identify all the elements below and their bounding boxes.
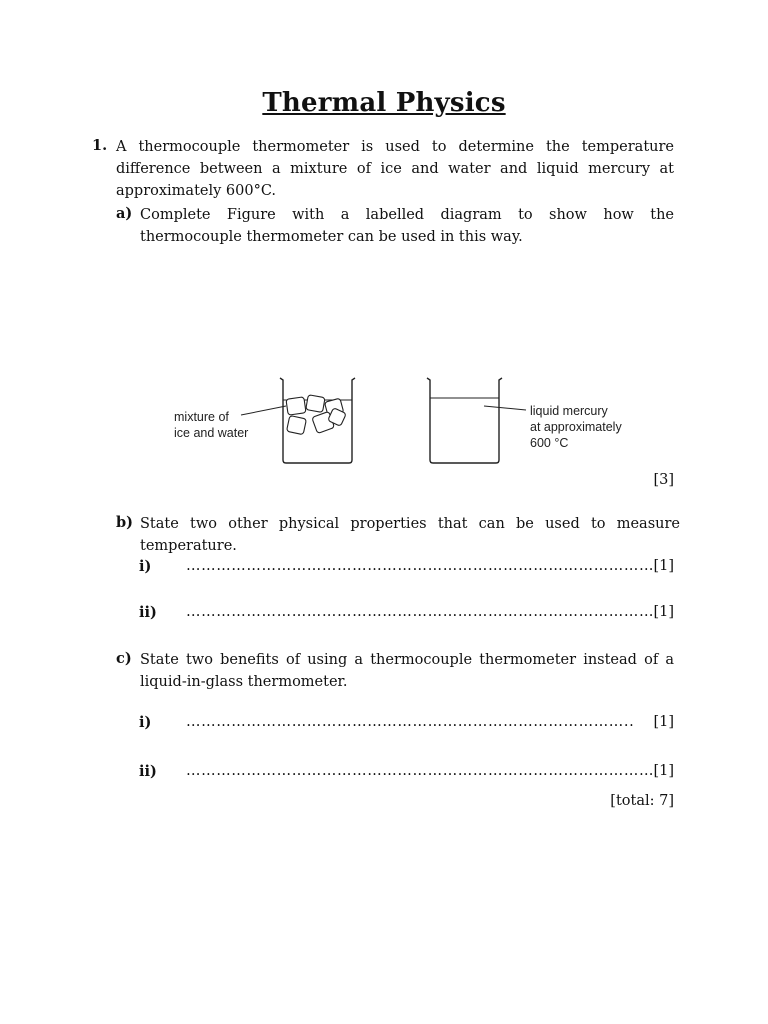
part-a-marks: [3] (653, 472, 674, 488)
part-b-text: State two other physical properties that can be used to measure temperature. (140, 516, 680, 554)
ice-water-label-2: ice and water (174, 426, 249, 440)
mercury-leader (484, 406, 526, 410)
part-b-i-marks: [1] (653, 558, 674, 574)
part-c-ii-answer-line[interactable]: ………………………………………………………………………………… (186, 763, 654, 779)
part-c-ii-label: ii) (139, 763, 157, 780)
part-c-i-marks: [1] (653, 714, 674, 730)
part-b-ii-answer-line[interactable]: ………………………………………………………………………………… (186, 604, 654, 620)
ice-cubes (286, 395, 346, 435)
part-b-ii-label: ii) (139, 604, 157, 621)
part-b-i-answer-line[interactable]: ………………………………………………………………………………… (186, 558, 654, 574)
part-c-i-label: i) (139, 714, 152, 731)
ice-water-leader (241, 406, 286, 415)
mercury-label-1: liquid mercury (530, 404, 608, 418)
beakers-figure (168, 370, 648, 470)
part-b-i-label: i) (139, 558, 152, 575)
part-a-text: Complete Figure with a labelled diagram to show how the thermocouple thermometer can be used in this way. (140, 207, 674, 245)
mercury-label-3: 600 °C (530, 436, 569, 450)
part-c-label: c) (116, 650, 132, 667)
question-text: A thermocouple thermometer is used to determine the temperature difference between a mixture of ice and water and liquid mercury at approximately 600°C. (116, 139, 674, 199)
part-c-i-answer-line[interactable]: …………………………………………………………………………….. (186, 714, 635, 730)
part-c-ii-marks: [1] (653, 763, 674, 779)
part-b-label: b) (116, 514, 133, 531)
part-b-ii-marks: [1] (653, 604, 674, 620)
page-title: Thermal Physics (262, 88, 506, 118)
part-a-label: a) (116, 205, 133, 222)
mercury-label-2: at approximately (530, 420, 622, 434)
part-c-text: State two benefits of using a thermocouple thermometer instead of a liquid-in-glass thermometer. (140, 652, 674, 690)
mercury-beaker (427, 378, 502, 463)
total-marks: [total: 7] (610, 793, 674, 809)
question-number: 1. (92, 137, 108, 154)
ice-water-label-1: mixture of (174, 410, 229, 424)
